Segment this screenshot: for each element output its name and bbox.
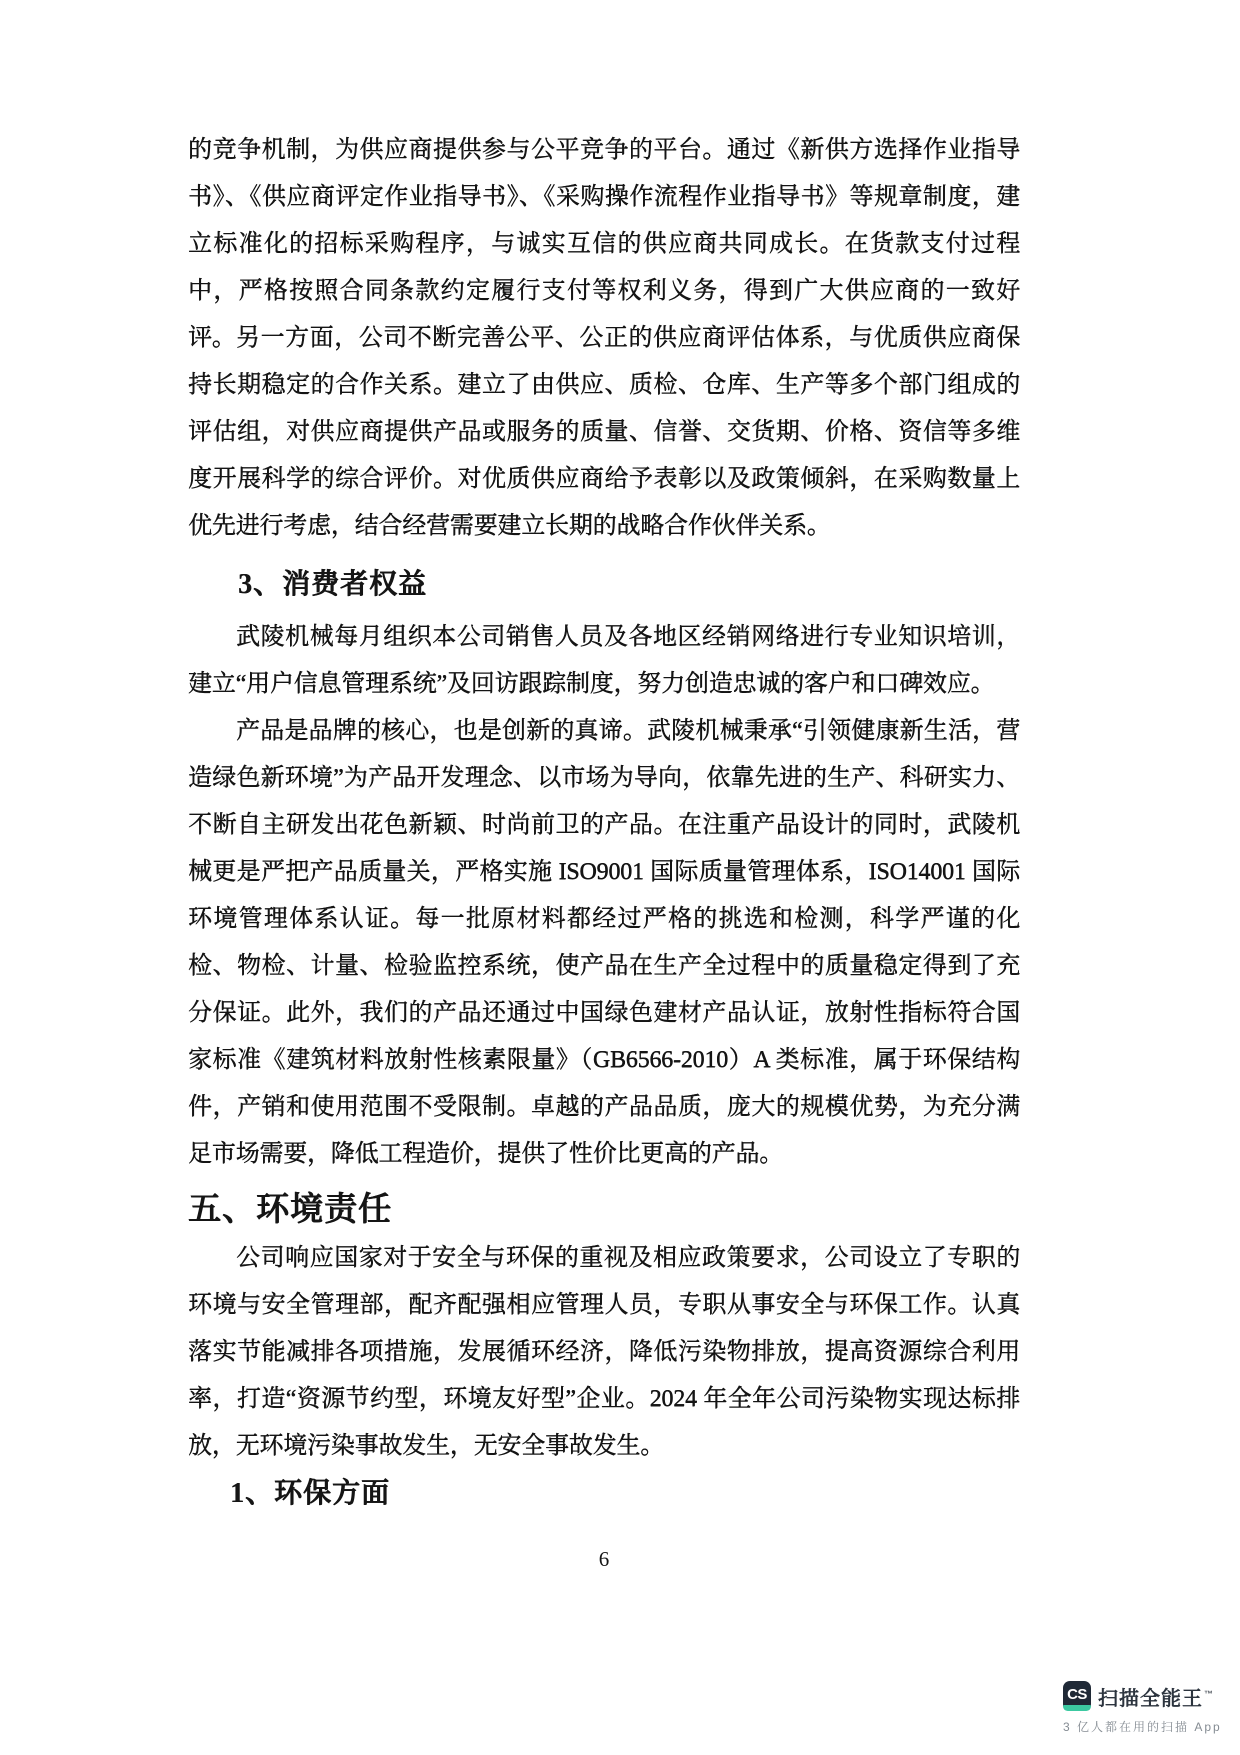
badge-accent-bar: [1063, 1705, 1091, 1711]
paragraph-supplier-competition: 的竞争机制，为供应商提供参与公平竞争的平台。通过《新供方选择作业指导书》、《供应商评定作业指导书》、《采购操作流程作业指导书》等规章制度，建立标准化的招标采购程序，与诚实互信的供应商共同成长。在货款支付过程中，严格按照合同条款约定履行支付等权利义务，得到广大供应商的一致好评。: [188, 137, 1020, 351]
page-number: 6: [598, 1547, 610, 1571]
heading-environmental-responsibility: 五、环境责任: [188, 1192, 392, 1228]
camscanner-logo-icon: [1063, 1681, 1091, 1711]
paragraph-sales-training: 武陵机械每月组织本公司销售人员及各地区经销网络进行专业知识培训，建立“用户信息管理系统”及回访跟踪制度，努力创造忠诚的客户和口碑效应。: [188, 624, 1020, 697]
app-name-text: 扫描全能王: [1098, 1687, 1203, 1710]
camscanner-watermark: [1063, 1681, 1223, 1735]
cs-badge-text: CS: [1067, 1685, 1087, 1703]
watermark-tagline: 3 亿人都在用的扫描 App: [1063, 1720, 1222, 1734]
heading-consumer-rights: 3、消费者权益: [238, 569, 428, 600]
watermark-logo-row: [1063, 1681, 1223, 1711]
paragraph-environment-safety: 公司响应国家对于安全与环保的重视及相应政策要求，公司设立了专职的环境与安全管理部，配齐配强相应管理人员，专职从事安全与环保工作。认真落实节能减排各项措施，发展循环经济，降低污染物排放，提高资源综合利用率，打造“资源节约型，环境友好型”企业。2024 年全年公司污染物实现达标排放，无环境污染事故发生，无安全事故发生。: [188, 1245, 1020, 1459]
trademark-symbol: ™: [1204, 1688, 1214, 1699]
paragraph-supplier-evaluation: 另一方面，公司不断完善公平、公正的供应商评估体系，与优质供应商保持长期稳定的合作关系。建立了由供应、质检、仓库、生产等多个部门组成的评估组，对供应商提供产品或服务的质量、信誉、交货期、价格、资信等多维度开展科学的综合评价。对优质供应商给予表彰以及政策倾斜，在采购数量上优先进行考虑，结合经营需要建立长期的战略合作伙伴关系。: [188, 325, 1020, 539]
heading-environmental-aspect: 1、环保方面: [230, 1478, 391, 1509]
watermark-app-name: [1098, 1682, 1214, 1711]
paragraph-product-quality: 产品是品牌的核心，也是创新的真谛。武陵机械秉承“引领健康新生活，营造绿色新环境”为产品开发理念、以市场为导向，依靠先进的生产、科研实力、不断自主研发出花色新颖、时尚前卫的产品。在注重产品设计的同时，武陵机械更是严把产品质量关，严格实施 ISO9001 国际质量管理体系，ISO14001 国际环境管理体系认证。每一批原材料都经过严格的挑选和检测，科学严谨的化检、物检、计量、检验监控系统，使产品在生产全过程中的质量稳定得到了充分保证。此外，我们的产品还通过中国绿色建材产品认证，放射性指标符合国家标准《建筑材料放射性核素限量》（GB6566-2010）A 类标准，属于环保结构件，产销和使用范围不受限制。卓越的产品品质，庞大的规模优势，为充分满足市场需要，降低工程造价，提供了性价比更高的产品。: [188, 718, 1020, 1167]
